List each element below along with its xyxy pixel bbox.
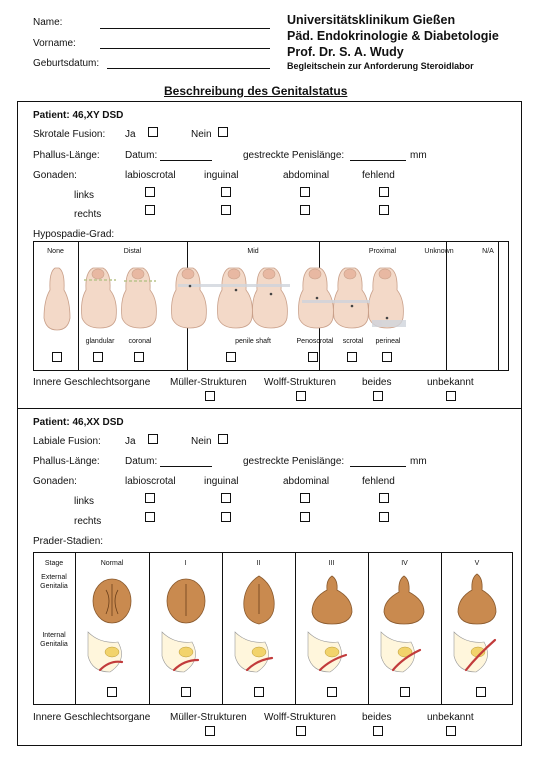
xx-innere-label: Innere Geschlechtsorgane xyxy=(33,712,151,723)
hypo-sublabel-scrotal: scrotal xyxy=(342,338,364,345)
skrotale-fusion-label: Skrotale Fusion: xyxy=(33,129,106,140)
institution-line2: Päd. Endokrinologie & Diabetologie xyxy=(287,29,499,43)
xx-phallus-label: Phallus-Länge: xyxy=(33,456,100,467)
xy-unbekannt-label: unbekannt xyxy=(427,377,474,388)
xx-links-label: links xyxy=(74,496,95,507)
hypo-sublabel-coronal: coronal xyxy=(128,338,152,345)
xy-gonaden-fehlend: fehlend xyxy=(362,170,395,181)
xy-gonaden-inguinal: inguinal xyxy=(204,170,239,181)
xx-mueller-checkbox[interactable] xyxy=(205,726,215,736)
hypo-sublabel-glandular: glandular xyxy=(85,338,115,345)
xy-mm-label: mm xyxy=(410,150,427,161)
prader-external-label: External Genitalia xyxy=(40,574,68,590)
hypo-header-distal: Distal xyxy=(123,248,142,255)
xy-datum-label: Datum: xyxy=(125,150,158,161)
hypo-header-mid: Mid xyxy=(247,248,259,255)
xy-penis-label: gestreckte Penislänge: xyxy=(243,150,345,161)
xx-mm-label: mm xyxy=(410,456,427,467)
prader-v-checkbox[interactable] xyxy=(476,687,486,697)
xy-mueller-label: Müller-Strukturen xyxy=(170,377,247,388)
prader-header-iii: III xyxy=(328,560,335,567)
hypo-header-unknown: Unknown xyxy=(424,248,454,255)
xx-beides-checkbox[interactable] xyxy=(373,726,383,736)
institution-line1: Universitätsklinikum Gießen xyxy=(287,13,456,27)
xy-beides-label: beides xyxy=(362,377,392,388)
prader-header-normal: Normal xyxy=(100,560,124,567)
xx-mueller-label: Müller-Strukturen xyxy=(170,712,247,723)
xx-wolff-label: Wolff-Strukturen xyxy=(264,712,336,723)
xy-gonaden-label: Gonaden: xyxy=(33,170,77,181)
xx-penis-label: gestreckte Penislänge: xyxy=(243,456,345,467)
xy-nein-label: Nein xyxy=(191,129,212,140)
prader-label: Prader-Stadien: xyxy=(33,536,104,547)
patient-xx-title: Patient: 46,XX DSD xyxy=(33,417,124,428)
prader-header-v: V xyxy=(474,560,480,567)
xx-unbekannt-label: unbekannt xyxy=(427,712,474,723)
hypo-header-proximal: Proximal xyxy=(368,248,397,255)
name-label: Name: xyxy=(33,17,63,28)
xx-gonaden-fehlend: fehlend xyxy=(362,476,395,487)
institution-line4: Begleitschein zur Anforderung Steroidlabor xyxy=(287,61,474,71)
hypospadie-label: Hypospadie-Grad: xyxy=(33,229,115,240)
hypo-header-na: N/A xyxy=(482,248,494,255)
labiale-fusion-label: Labiale Fusion: xyxy=(33,436,101,447)
xx-datum-label: Datum: xyxy=(125,456,158,467)
prader-normal-checkbox[interactable] xyxy=(107,687,117,697)
prader-stage-label: Stage xyxy=(44,560,64,567)
institution-line3: Prof. Dr. S. A. Wudy xyxy=(287,45,404,59)
document-title: Beschreibung des Genitalstatus xyxy=(164,84,348,98)
xx-gonaden-inguinal: inguinal xyxy=(204,476,239,487)
xx-ja-label: Ja xyxy=(125,436,136,447)
xx-gonaden-abdominal: abdominal xyxy=(283,476,330,487)
xy-wolff-label: Wolff-Strukturen xyxy=(264,377,336,388)
prader-iii-checkbox[interactable] xyxy=(327,687,337,697)
hypo-sublabel-perineal: perineal xyxy=(375,338,401,345)
xy-innere-label: Innere Geschlechtsorgane xyxy=(33,377,151,388)
prader-i-checkbox[interactable] xyxy=(181,687,191,697)
prader-header-i: I xyxy=(184,560,187,567)
prader-ii-checkbox[interactable] xyxy=(254,687,264,697)
xx-gonaden-labioscrotal: labioscrotal xyxy=(125,476,176,487)
xy-phallus-label: Phallus-Länge: xyxy=(33,150,100,161)
hypo-sublabel-penile-shaft: penile shaft xyxy=(235,338,271,345)
prader-iv-checkbox[interactable] xyxy=(400,687,410,697)
prader-header-iv: IV xyxy=(401,560,408,567)
vorname-label: Vorname: xyxy=(33,38,76,49)
xy-gonaden-abdominal: abdominal xyxy=(283,170,330,181)
xy-links-label: links xyxy=(74,190,95,201)
prader-header-ii: II xyxy=(256,560,261,567)
xx-wolff-checkbox[interactable] xyxy=(296,726,306,736)
xx-unbekannt-checkbox[interactable] xyxy=(446,726,456,736)
patient-xy-title: Patient: 46,XY DSD xyxy=(33,110,124,121)
xx-gonaden-label: Gonaden: xyxy=(33,476,77,487)
xx-beides-label: beides xyxy=(362,712,392,723)
xy-rechts-label: rechts xyxy=(74,209,102,220)
xx-nein-label: Nein xyxy=(191,436,212,447)
xy-gonaden-labioscrotal: labioscrotal xyxy=(125,170,176,181)
xy-ja-label: Ja xyxy=(125,129,136,140)
xx-rechts-label: rechts xyxy=(74,516,102,527)
geburtsdatum-label: Geburtsdatum: xyxy=(33,58,100,69)
hypo-header-none: None xyxy=(47,248,64,255)
hypo-sublabel-penoscrotal: Penoscrotal xyxy=(296,338,334,345)
prader-internal-label: Internal Genitalia xyxy=(40,632,68,648)
